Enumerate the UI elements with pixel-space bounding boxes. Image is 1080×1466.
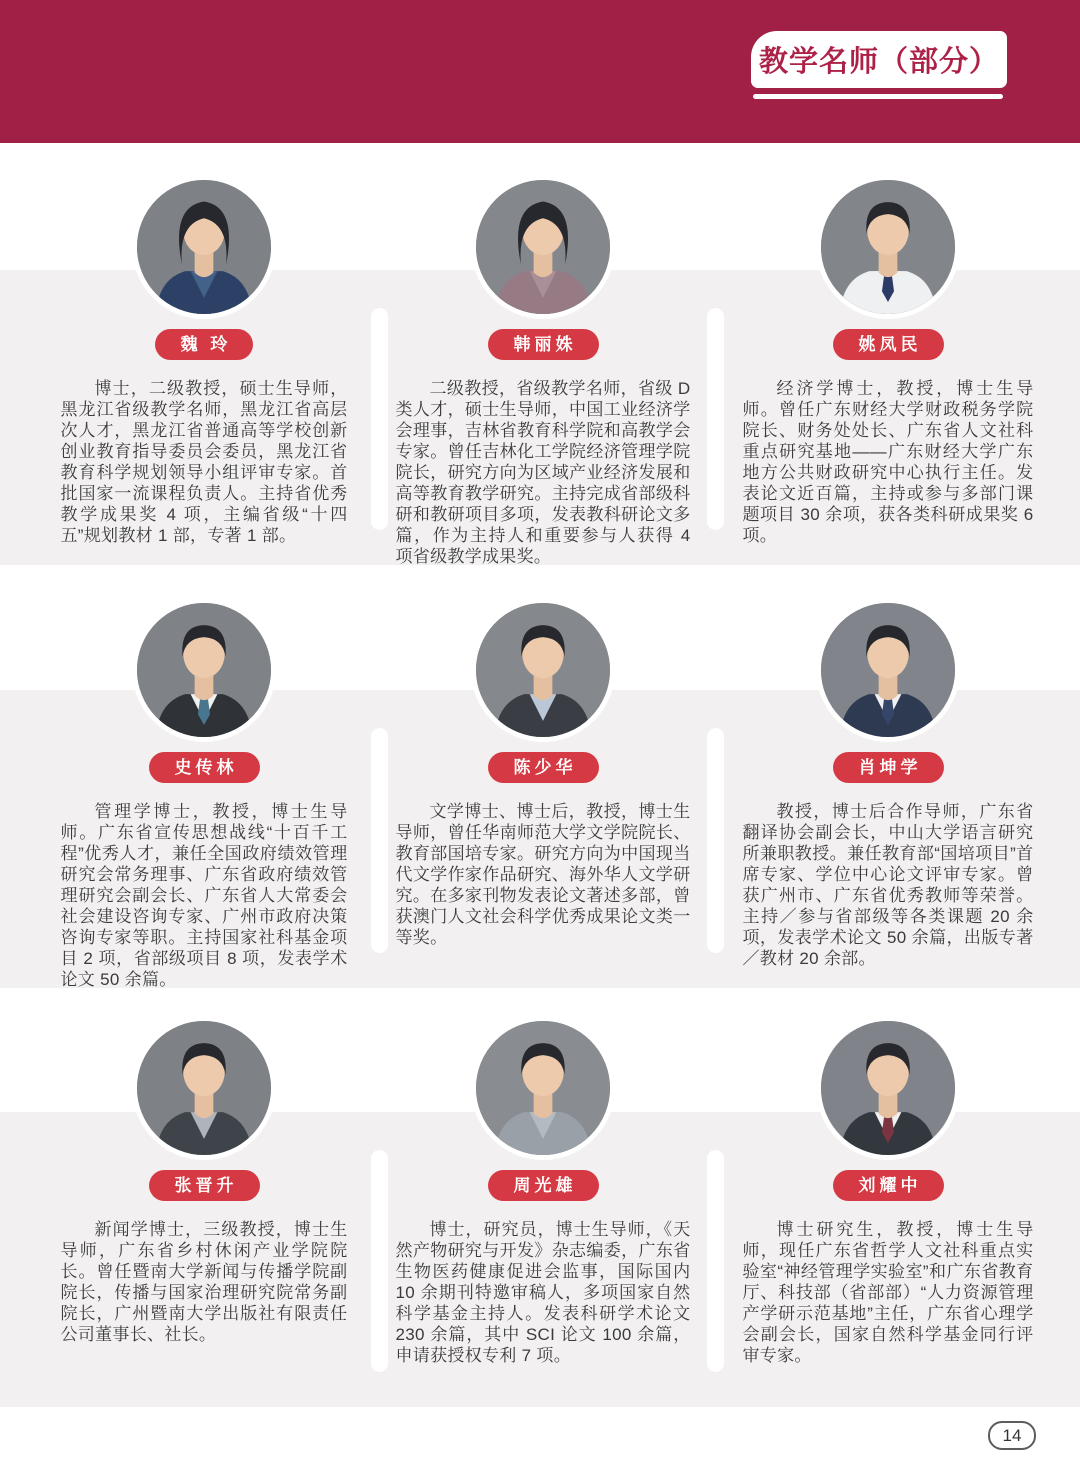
name-badge [833, 329, 944, 360]
name-badge [149, 752, 260, 783]
profile-bio: 经济学博士，教授，博士生导师。曾任广东财经大学财政税务学院院长、财务处处长、广东省人文社科重点研究基地——广东财经大学广东地方公共财政研究中心执行主任。发表论文近百篇，主持或参与多部门课题项目 30 余项，获各类科研成果奖 6 项。 [742, 379, 1034, 545]
title-underline [753, 94, 1003, 99]
column-gutter [707, 728, 724, 953]
person-silhouette-icon [137, 1021, 271, 1155]
person-silhouette-icon [137, 180, 271, 314]
profile-photo [132, 175, 276, 319]
column-gutter [371, 728, 388, 953]
profile-bio: 新闻学博士，三级教授，博士生导师，广东省乡村休闲产业学院院长。曾任暨南大学新闻与传播学院副院长，传播与国家治理研究院常务副院长，广州暨南大学出版社有限责任公司董事长、社长。 [60, 1220, 348, 1344]
page-title-box [751, 31, 1007, 88]
person-silhouette-icon [137, 603, 271, 737]
profile-bio: 博士，研究员，博士生导师，《天然产物研究与开发》杂志编委，广东省生物医药健康促进会监事，国际国内 10 余期刊特邀审稿人，多项国家自然科学基金主持人。发表科研学术论文 230 余篇，其中 SCI 论文 100 余篇，申请获授权专利 7 项。 [395, 1220, 691, 1365]
column-gutter [707, 1150, 724, 1372]
person-silhouette-icon [476, 603, 610, 737]
name-badge [155, 329, 254, 360]
profile-bio: 教授，博士后合作导师，广东省翻译协会副会长，中山大学语言研究所兼职教授。兼任教育部“国培项目”首席专家、学位中心论文评审专家。曾获广州市、广东省优秀教师等荣誉。主持／参与省部级等各类课题 20 余项，发表学术论文 50 余篇，出版专著／教材 20 余部。 [742, 802, 1034, 968]
profile-name: 韩丽姝 [513, 335, 577, 354]
profile-card [54, 175, 354, 546]
name-badge [488, 329, 599, 360]
profile-photo [816, 175, 960, 319]
header-band [0, 0, 1080, 143]
page-number-badge [988, 1421, 1036, 1450]
column-gutter [707, 308, 724, 530]
person-silhouette-icon [476, 180, 610, 314]
name-badge [833, 752, 944, 783]
profile-card [391, 598, 695, 948]
person-silhouette-icon [821, 603, 955, 737]
profile-bio: 文学博士、博士后，教授，博士生导师，曾任华南师范大学文学院院长、教育部国培专家。研究方向为中国现当代文学作家作品研究、海外华人文学研究。在多家刊物发表论文著述多部，曾获澳门人文社会科学优秀成果论文类一等奖。 [395, 802, 691, 947]
profile-card [736, 175, 1040, 546]
profile-photo [816, 1016, 960, 1160]
profile-bio: 博士，二级教授，硕士生导师，黑龙江省级教学名师，黑龙江省高层次人才，黑龙江省普通高等学校创新创业教育指导委员会委员，黑龙江省教育科学规划领导小组评审专家。首批国家一流课程负责人。主持省优秀教学成果奖 4 项，主编省级“十四五”规划教材 1 部，专著 1 部。 [60, 379, 348, 545]
profile-bio: 二级教授，省级教学名师，省级 D 类人才，硕士生导师，中国工业经济学会理事，吉林省教育科学院和高教学会专家。曾任吉林化工学院经济管理学院院长，研究方向为区域产业经济发展和高等教育教学研究。主持完成省部级科研和教研项目多项，发表教科研论文多篇，作为主持人和重要参与人获得 4 项省级教学成果奖。 [395, 379, 691, 566]
page-number: 14 [1002, 1425, 1022, 1445]
column-gutter [371, 1150, 388, 1372]
profile-photo [471, 598, 615, 742]
profile-name: 史传林 [174, 758, 238, 777]
profile-card [736, 598, 1040, 969]
profile-name: 刘耀中 [858, 1176, 922, 1195]
column-gutter [371, 308, 388, 530]
profile-photo [471, 175, 615, 319]
profile-card [54, 598, 354, 990]
profile-name: 姚凤民 [858, 335, 922, 354]
profile-bio: 管理学博士，教授，博士生导师。广东省宣传思想战线“十百千工程”优秀人才，兼任全国政府绩效管理研究会常务理事、广东省政府绩效管理研究会副会长、广东省人大常委会社会建设咨询专家、广州市政府决策咨询专家等职。主持国家社科基金项目 2 项，省部级项目 8 项，发表学术论文 50 余篇。 [60, 802, 348, 989]
profile-card [391, 1016, 695, 1366]
name-badge [833, 1170, 944, 1201]
profile-card [54, 1016, 354, 1345]
name-badge [149, 1170, 260, 1201]
profile-name: 魏 玲 [180, 335, 232, 354]
person-silhouette-icon [821, 180, 955, 314]
profile-bio: 博士研究生，教授，博士生导师，现任广东省哲学人文社科重点实验室“神经管理学实验室”和广东省教育厅、科技部（省部部）“人力资源管理产学研示范基地”主任，广东省心理学会副会长，国家自然科学基金同行评审专家。 [742, 1220, 1034, 1365]
profile-photo [816, 598, 960, 742]
profile-photo [132, 598, 276, 742]
profile-card [736, 1016, 1040, 1366]
name-badge [488, 752, 599, 783]
page-title: 教学名师（部分） [758, 46, 999, 78]
name-badge [488, 1170, 599, 1201]
profile-photo [471, 1016, 615, 1160]
profile-card [391, 175, 695, 567]
profile-name: 陈少华 [513, 758, 577, 777]
person-silhouette-icon [476, 1021, 610, 1155]
profile-photo [132, 1016, 276, 1160]
profile-name: 张晋升 [174, 1176, 238, 1195]
person-silhouette-icon [821, 1021, 955, 1155]
profile-name: 肖坤学 [858, 758, 922, 777]
profile-name: 周光雄 [513, 1176, 577, 1195]
